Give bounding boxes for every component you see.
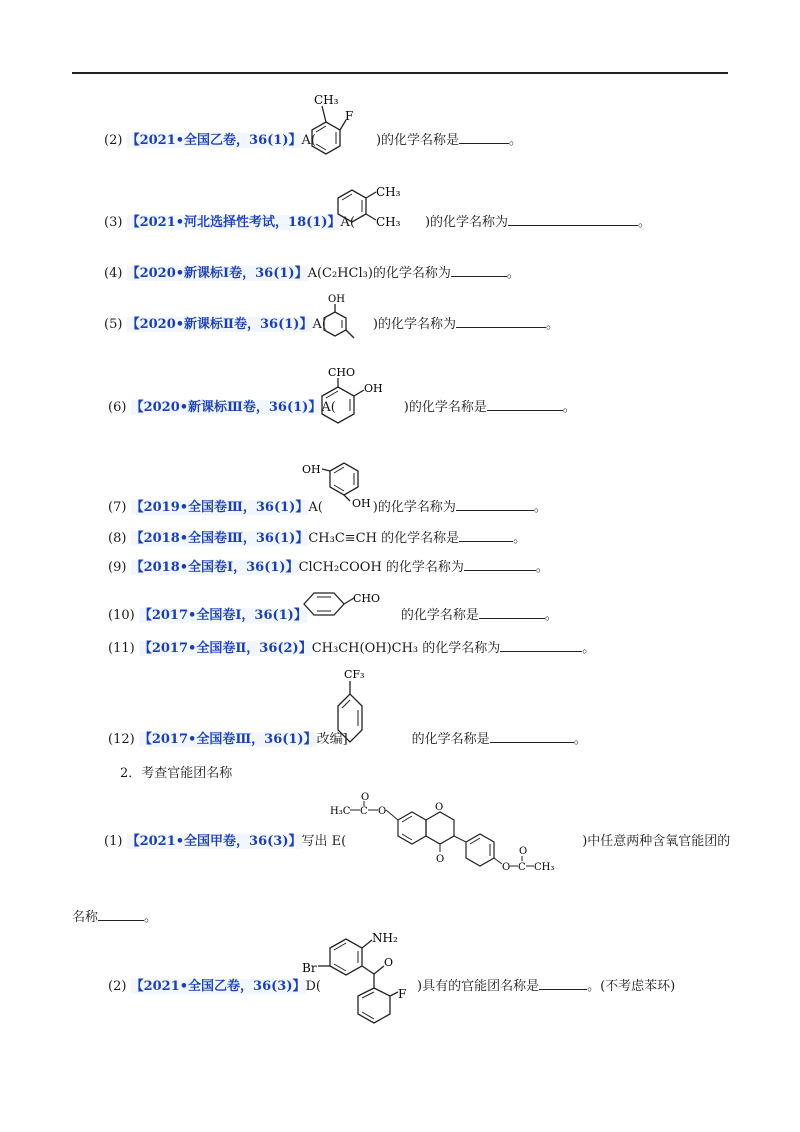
molecule-2-fluorotoluene — [292, 90, 362, 162]
o-label: O — [502, 862, 511, 873]
header-rule — [72, 72, 728, 74]
oh-label: OH — [328, 294, 345, 305]
molecule-isoflavone-diacetate — [326, 792, 562, 882]
molecule-resorcinol — [300, 455, 380, 515]
source-tag: 【2019•全国卷Ⅲ，36(1)】 — [130, 500, 309, 515]
answer-blank[interactable] — [98, 908, 144, 921]
question-7: (7) 【2019•全国卷Ⅲ，36(1)】A( )的化学名称为 。 — [108, 500, 547, 515]
ch3-label: CH₃ — [534, 862, 555, 873]
ch3-label: CH₃ — [314, 93, 339, 107]
br-label: Br — [302, 961, 317, 975]
f-label: F — [398, 987, 407, 1001]
question-3: (3) 【2021•河北选择性考试，18(1)】A( )的化学名称为 。 — [104, 215, 652, 230]
source-tag: 【2020•新课标Ⅰ卷，36(1)】 — [126, 266, 308, 281]
question-10: (10) 【2017•全国卷Ⅰ，36(1)】 的化学名称是 。 — [108, 608, 558, 623]
answer-blank[interactable] — [459, 529, 513, 542]
answer-blank[interactable] — [490, 730, 574, 743]
oh-label: OH — [364, 382, 383, 395]
molecule-o-xylene — [332, 182, 412, 232]
question-4: (4) 【2020•新课标Ⅰ卷，36(1)】A(C₂HCl₃)的化学名称为 。 — [104, 266, 520, 281]
oh-label: OH — [302, 463, 321, 476]
answer-blank[interactable] — [500, 639, 582, 652]
question-2-1: (1) 【2021•全国甲卷，36(3)】写出 E( )中任意两种含氧官能团的 — [104, 834, 731, 849]
question-11: (11) 【2017•全国卷Ⅱ，36(2)】CH₃CH(OH)CH₃ 的化学名称为 。 — [108, 641, 596, 656]
o-label: O — [436, 854, 445, 865]
source-tag: 【2020•新课标Ⅱ卷，36(1)】 — [126, 317, 313, 332]
source-tag: 【2021•河北选择性考试，18(1)】 — [126, 215, 341, 230]
answer-blank[interactable] — [459, 131, 509, 144]
source-tag: 【2021•全国甲卷，36(3)】 — [126, 834, 302, 849]
source-tag: 【2021•全国乙卷，36(3)】 — [130, 979, 306, 994]
question-2: (2) 【2021•全国乙卷，36(1)】A( )的化学名称是 。 — [104, 133, 523, 148]
h3c-label: H₃C — [330, 806, 351, 817]
molecule-m-cresol — [312, 290, 362, 350]
o-label: O — [519, 846, 528, 857]
question-2-2: (2) 【2021•全国乙卷，36(3)】D( )具有的官能团名称是 。(不考虑苯环) — [108, 979, 676, 994]
answer-blank[interactable] — [464, 558, 536, 571]
source-tag: 【2017•全国卷Ⅰ，36(1)】 — [138, 608, 307, 623]
source-tag: 【2021•全国乙卷，36(1)】 — [126, 133, 302, 148]
answer-blank[interactable] — [456, 498, 534, 511]
answer-blank[interactable] — [451, 264, 507, 277]
cho-label: CHO — [328, 366, 356, 379]
molecule-aminobenzophenone — [302, 926, 412, 1030]
answer-blank[interactable] — [479, 606, 545, 619]
c-label: C — [360, 806, 368, 817]
o-label: O — [361, 792, 370, 803]
source-tag: 【2017•全国卷Ⅲ，36(1)】 — [138, 732, 317, 747]
question-12: (12) 【2017•全国卷Ⅲ，36(1)】改编] 的化学名称是 。 — [108, 732, 587, 747]
question-8: (8) 【2018•全国卷Ⅲ，36(1)】CH₃C≡CH 的化学名称是 。 — [108, 531, 527, 546]
source-tag: 【2018•全国卷Ⅲ，36(1)】 — [130, 531, 309, 546]
question-5: (5) 【2020•新课标Ⅱ卷，36(1)】A( )的化学名称为 。 — [104, 317, 560, 332]
c-label: C — [518, 862, 526, 873]
answer-blank[interactable] — [508, 213, 638, 226]
o-label: O — [384, 956, 394, 969]
o-label: O — [378, 806, 387, 817]
ch3-label: CH₃ — [376, 215, 401, 229]
f-label: F — [345, 109, 354, 123]
cf3-label: CF₃ — [344, 668, 365, 681]
question-2-1-line2: 名称 。 — [72, 910, 158, 925]
nh2-label: NH₂ — [372, 931, 398, 945]
ch3-label: CH₃ — [376, 185, 401, 199]
question-6: (6) 【2020•新课标Ⅲ卷，36(1)】A( )的化学名称是 。 — [108, 400, 576, 415]
section-heading: 2．考查官能团名称 — [120, 766, 233, 781]
molecule-trifluorotoluene — [330, 664, 380, 754]
molecule-benzaldehyde — [298, 584, 388, 624]
source-tag: 【2020•新课标Ⅲ卷，36(1)】 — [130, 400, 322, 415]
answer-blank[interactable] — [456, 315, 546, 328]
answer-blank[interactable] — [487, 398, 563, 411]
question-9: (9) 【2018•全国卷Ⅰ，36(1)】ClCH₂COOH 的化学名称为 。 — [108, 560, 549, 575]
source-tag: 【2017•全国卷Ⅱ，36(2)】 — [138, 641, 312, 656]
cho-label: CHO — [353, 592, 381, 605]
answer-blank[interactable] — [539, 977, 587, 990]
oh-label: OH — [352, 497, 371, 510]
o-label: O — [435, 802, 444, 813]
source-tag: 【2018•全国卷Ⅰ，36(1)】 — [130, 560, 299, 575]
molecule-salicylaldehyde — [310, 366, 390, 432]
